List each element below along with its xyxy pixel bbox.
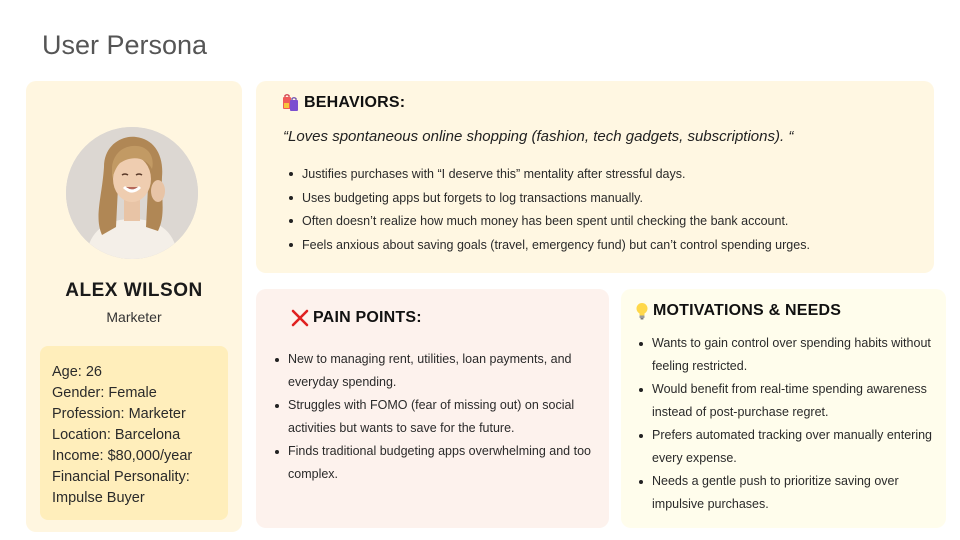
pain-points-list	[273, 348, 593, 486]
light-bulb-icon	[635, 302, 649, 320]
list-item: Struggles with FOMO (fear of missing out) on social activities but wants to save for the future.	[273, 394, 593, 440]
list-item: Feels anxious about saving goals (travel, emergency fund) but can’t control spending urges.	[287, 236, 917, 260]
behaviors-card	[256, 81, 934, 273]
detail-financial-personality-label: Financial Personality:	[52, 469, 190, 485]
list-item: Prefers automated tracking over manually entering every expense.	[637, 424, 937, 470]
cross-mark-icon	[291, 309, 309, 327]
motivations-list	[637, 332, 937, 516]
detail-income: Income: $80,000/year	[52, 448, 193, 464]
behaviors-heading-text: BEHAVIORS:	[304, 94, 406, 111]
persona-role: Marketer	[106, 309, 162, 325]
list-item: Needs a gentle push to prioritize saving over impulsive purchases.	[637, 470, 937, 516]
profile-card	[26, 81, 242, 532]
detail-profession: Profession: Marketer	[52, 406, 186, 422]
pain-points-heading-text: PAIN POINTS:	[313, 309, 422, 326]
detail-location: Location: Barcelona	[52, 427, 181, 443]
list-item: New to managing rent, utilities, loan payments, and everyday spending.	[273, 348, 593, 394]
pain-points-heading	[291, 309, 422, 327]
motivations-card	[621, 289, 946, 528]
behaviors-list	[287, 165, 917, 259]
detail-financial-personality-value: Impulse Buyer	[52, 490, 145, 506]
list-item: Finds traditional budgeting apps overwhelming and too complex.	[273, 440, 593, 486]
avatar	[66, 127, 198, 259]
list-item: Would benefit from real-time spending awareness instead of post-purchase regret.	[637, 378, 937, 424]
detail-gender: Gender: Female	[52, 385, 157, 401]
page-title: User Persona	[42, 30, 208, 60]
detail-age: Age: 26	[52, 364, 102, 380]
list-item: Justifies purchases with “I deserve this” mentality after stressful days.	[287, 165, 917, 189]
motivations-heading-text: MOTIVATIONS & NEEDS	[653, 302, 842, 319]
behaviors-quote: “Loves spontaneous online shopping (fashion, tech gadgets, subscriptions). “	[283, 128, 794, 145]
list-item: Uses budgeting apps but forgets to log transactions manually.	[287, 189, 917, 213]
list-item: Often doesn’t realize how much money has been spent until checking the bank account.	[287, 212, 917, 236]
persona-name: ALEX WILSON	[65, 280, 203, 301]
pain-points-card	[256, 289, 609, 528]
shopping-bags-icon	[282, 94, 300, 112]
behaviors-heading	[282, 94, 405, 112]
avatar-photo	[66, 127, 198, 259]
motivations-heading	[635, 302, 841, 320]
persona-details	[40, 346, 228, 520]
list-item: Wants to gain control over spending habits without feeling restricted.	[637, 332, 937, 378]
